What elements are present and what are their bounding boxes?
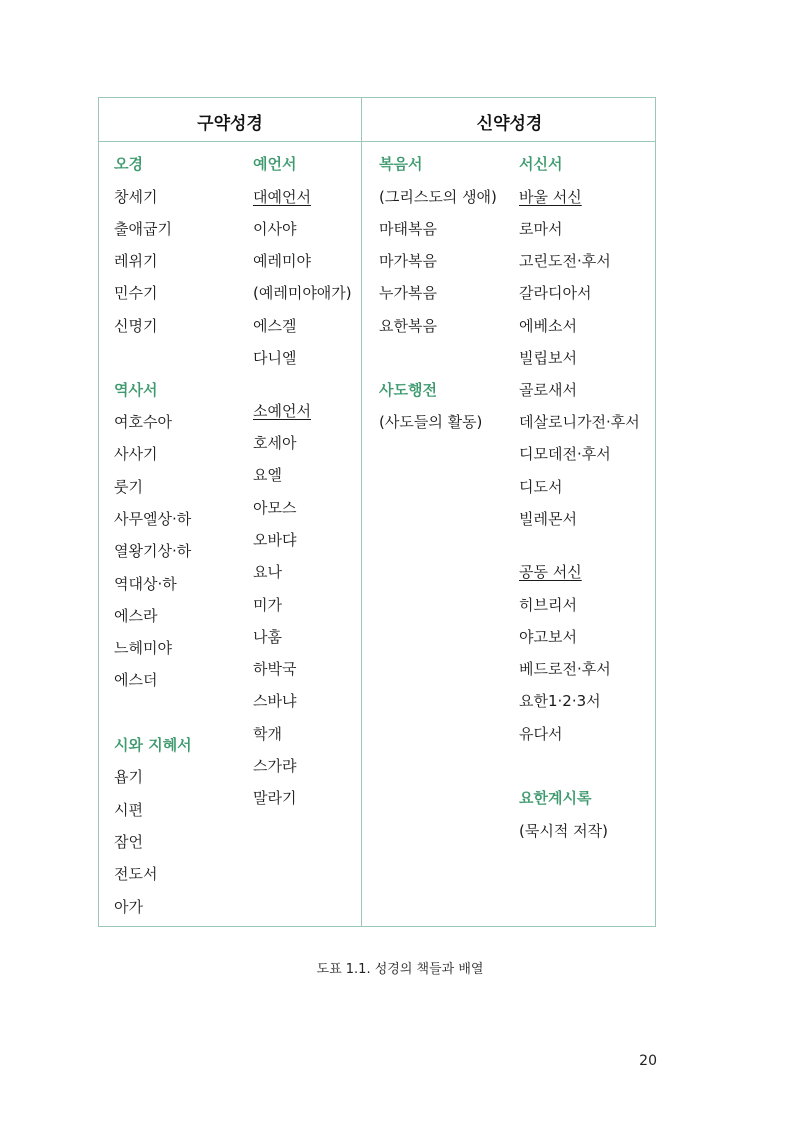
book-item: 스가랴 — [253, 757, 297, 775]
book-item: 요한복음 — [379, 317, 437, 335]
book-item: 아가 — [114, 898, 143, 916]
book-item: 민수기 — [114, 284, 158, 302]
book-item: 출애굽기 — [114, 220, 172, 238]
book-item: 갈라디아서 — [519, 284, 592, 302]
book-item: 예레미야 — [253, 252, 311, 270]
book-item: 오바댜 — [253, 531, 297, 549]
book-item: 역대상·하 — [114, 575, 177, 593]
book-item: 다니엘 — [253, 349, 297, 367]
book-item: 시편 — [114, 801, 143, 819]
book-item: 디모데전·후서 — [519, 445, 611, 463]
book-item: 느헤미야 — [114, 639, 172, 657]
book-item: 야고보서 — [519, 628, 577, 646]
subsection-title-general-epistles: 공동 서신 — [519, 563, 582, 581]
book-item: 에베소서 — [519, 317, 577, 335]
section-note: (묵시적 저작) — [519, 822, 608, 840]
book-item: 잠언 — [114, 833, 143, 851]
subsection-title-pauline: 바울 서신 — [519, 188, 582, 206]
section-title-revelation: 요한계시록 — [519, 789, 592, 807]
book-item: 창세기 — [114, 188, 158, 206]
book-item: 여호수아 — [114, 413, 172, 431]
book-item: 미가 — [253, 596, 282, 614]
book-item: 요엘 — [253, 466, 282, 484]
section-title-wisdom: 시와 지혜서 — [114, 736, 192, 754]
book-item: 베드로전·후서 — [519, 660, 611, 678]
book-item: 마가복음 — [379, 252, 437, 270]
header-old-testament: 구약성경 — [197, 114, 263, 134]
book-item: 학개 — [253, 725, 282, 743]
book-item: 욥기 — [114, 768, 143, 786]
book-item: 빌레몬서 — [519, 510, 577, 528]
section-note: (사도들의 활동) — [379, 413, 483, 431]
section-title-acts: 사도행전 — [379, 381, 437, 399]
column-divider — [361, 98, 362, 926]
book-item: 히브리서 — [519, 596, 577, 614]
book-item: 요나 — [253, 563, 282, 581]
book-item: 데살로니가전·후서 — [519, 413, 640, 431]
book-item: 나훔 — [253, 628, 282, 646]
book-item: 열왕기상·하 — [114, 542, 192, 560]
book-item: 사사기 — [114, 445, 158, 463]
subsection-title-minor-prophets: 소예언서 — [253, 402, 311, 420]
book-item: 호세아 — [253, 434, 297, 452]
book-item: 룻기 — [114, 478, 143, 496]
book-item: 사무엘상·하 — [114, 510, 192, 528]
section-title-prophets: 예언서 — [253, 155, 297, 173]
book-item: 신명기 — [114, 317, 158, 335]
book-item: 에스겔 — [253, 317, 297, 335]
book-item: 빌립보서 — [519, 349, 577, 367]
book-item: 누가복음 — [379, 284, 437, 302]
book-item: (예레미야애가) — [253, 284, 352, 302]
book-item: 에스라 — [114, 607, 158, 625]
book-item: 요한1·2·3서 — [519, 692, 601, 710]
book-item: 골로새서 — [519, 381, 577, 399]
section-title-gospels: 복음서 — [379, 155, 423, 173]
book-item: 에스더 — [114, 671, 158, 689]
header-new-testament: 신약성경 — [476, 114, 543, 134]
section-title-epistles: 서신서 — [519, 155, 563, 173]
book-item: 로마서 — [519, 220, 563, 238]
book-item: 유다서 — [519, 725, 563, 743]
book-item: 아모스 — [253, 499, 297, 517]
book-item: 스바냐 — [253, 692, 297, 710]
header-divider — [99, 141, 655, 142]
subsection-title-major-prophets: 대예언서 — [253, 188, 311, 206]
book-item: 디도서 — [519, 478, 563, 496]
section-note: (그리스도의 생애) — [379, 188, 497, 206]
section-title-pentateuch: 오경 — [114, 155, 143, 173]
section-title-history: 역사서 — [114, 381, 158, 399]
book-item: 레위기 — [114, 252, 158, 270]
book-item: 이사야 — [253, 220, 297, 238]
page-number: 20 — [639, 1053, 657, 1069]
book-item: 하박국 — [253, 660, 297, 678]
book-item: 전도서 — [114, 865, 158, 883]
book-item: 마태복음 — [379, 220, 437, 238]
book-item: 말라기 — [253, 789, 297, 807]
book-item: 고린도전·후서 — [519, 252, 611, 270]
figure-caption: 도표 1.1. 성경의 책들과 배열 — [316, 962, 484, 977]
